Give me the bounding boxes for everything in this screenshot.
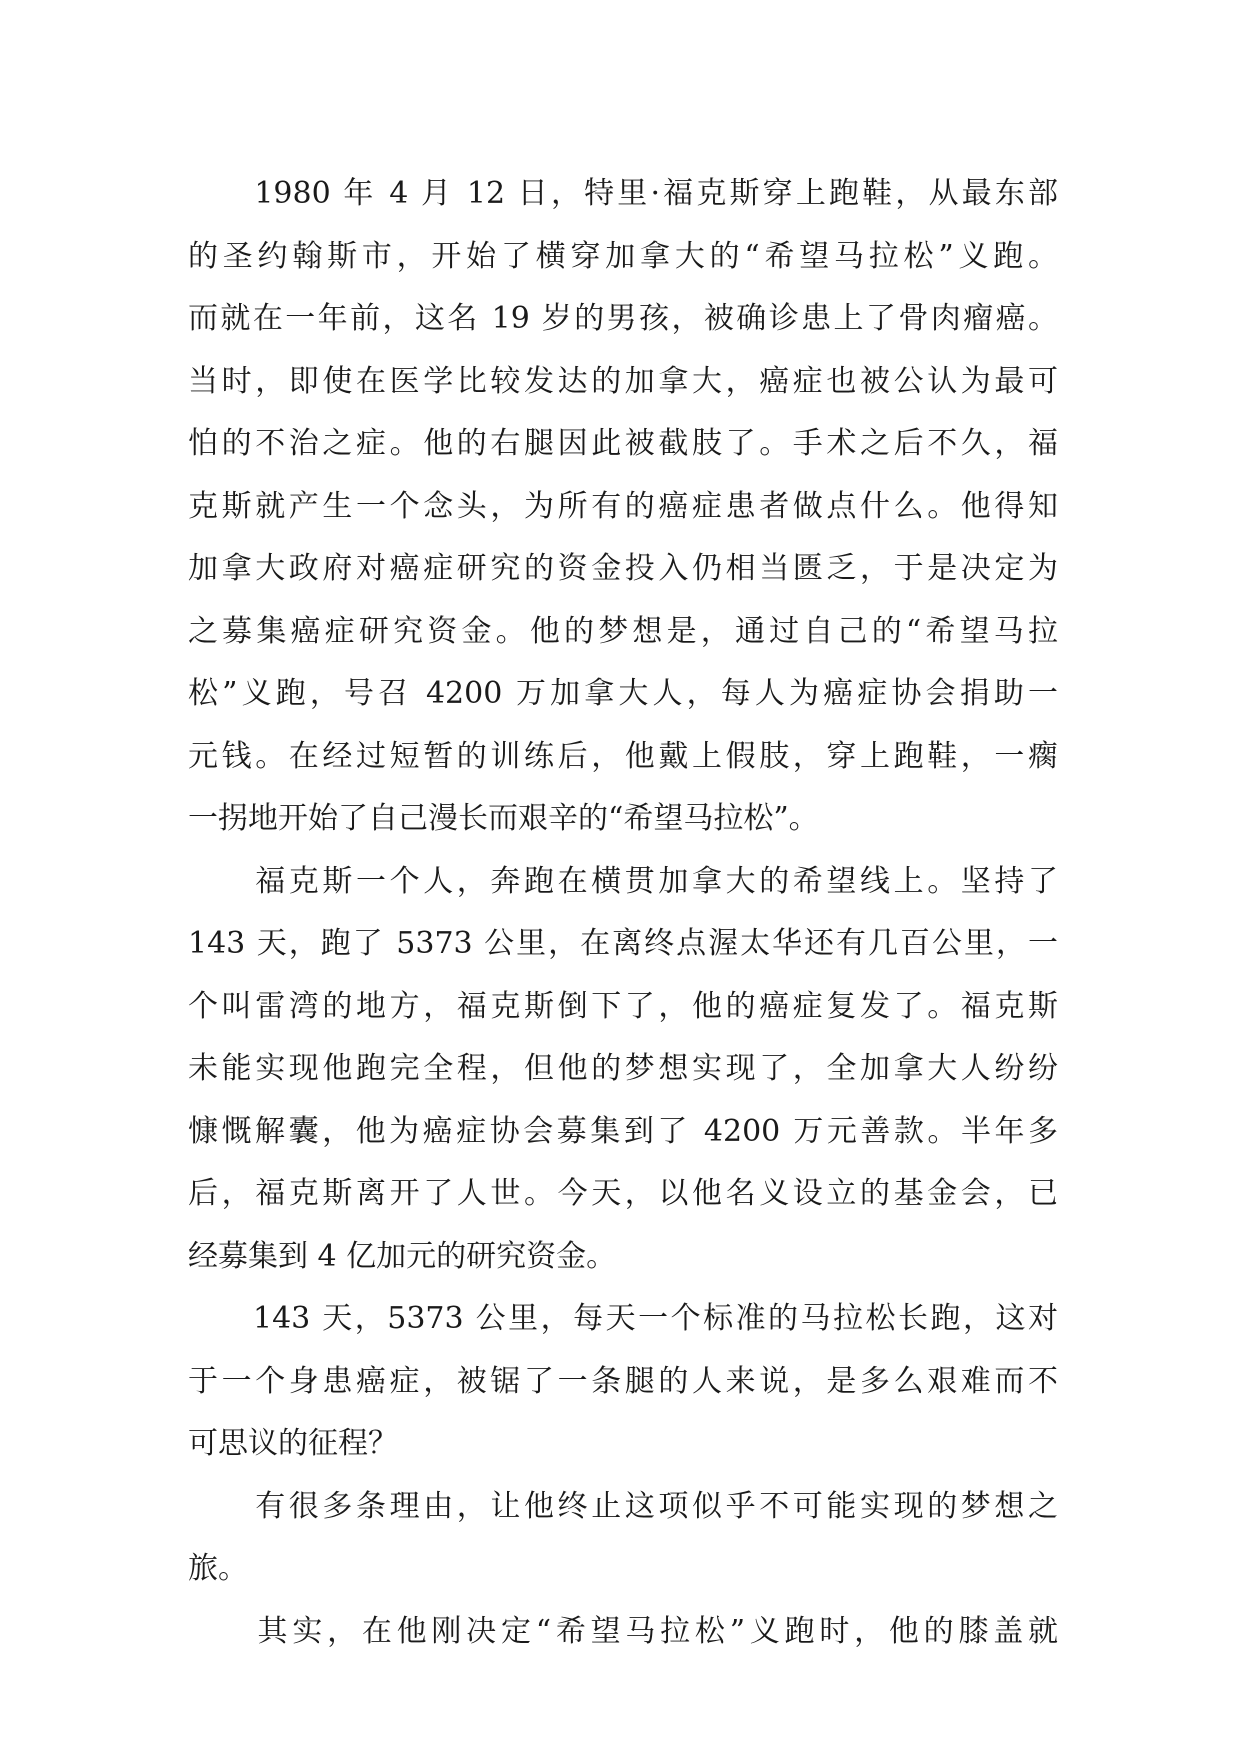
text-line: 怕的不治之症。他的右腿因此被截肢了。手术之后不久，福 bbox=[188, 426, 1058, 461]
text-line: 143 天，跑了 5373 公里，在离终点渥太华还有几百公里，一 bbox=[188, 926, 1058, 961]
text-line: 有很多条理由，让他终止这项似乎不可能实现的梦想之 bbox=[188, 1488, 1058, 1524]
text-line: 福克斯一个人，奔跑在横贯加拿大的希望线上。坚持了 bbox=[188, 863, 1058, 899]
text-line: 一拐地开始了自己漫长而艰辛的“希望马拉松”。 bbox=[188, 801, 819, 836]
text-line: 元钱。在经过短暂的训练后，他戴上假肢，穿上跑鞋，一瘸 bbox=[188, 738, 1058, 774]
text-line: 其实，在他刚决定“希望马拉松”义跑时，他的膝盖就 bbox=[188, 1613, 1058, 1649]
text-line: 可思议的征程？ bbox=[188, 1426, 398, 1461]
text-line: 经募集到 4 亿加元的研究资金。 bbox=[188, 1238, 617, 1274]
text-line: 个叫雷湾的地方，福克斯倒下了，他的癌症复发了。福克斯 bbox=[188, 988, 1058, 1024]
text-line: 于一个身患癌症，被锯了一条腿的人来说，是多么艰难而不 bbox=[188, 1363, 1058, 1399]
article-body bbox=[188, 163, 1058, 1663]
text-line: 旅。 bbox=[188, 1551, 248, 1586]
text-line: 143 天，5373 公里，每天一个标准的马拉松长跑，这对 bbox=[188, 1301, 1058, 1336]
text-line: 加拿大政府对癌症研究的资金投入仍相当匮乏，于是决定为 bbox=[188, 551, 1058, 586]
text-line: 未能实现他跑完全程，但他的梦想实现了，全加拿大人纷纷 bbox=[188, 1051, 1058, 1086]
text-line: 当时，即使在医学比较发达的加拿大，癌症也被公认为最可 bbox=[188, 363, 1058, 399]
text-line: 松”义跑，号召 4200 万加拿大人，每人为癌症协会捐助一 bbox=[188, 676, 1058, 711]
text-line: 1980 年 4 月 12 日，特里·福克斯穿上跑鞋，从最东部 bbox=[188, 176, 1058, 211]
text-line: 的圣约翰斯市，开始了横穿加拿大的“希望马拉松”义跑。 bbox=[188, 238, 1058, 274]
text-line: 而就在一年前，这名 19 岁的男孩，被确诊患上了骨肉瘤癌。 bbox=[188, 301, 1058, 336]
text-line: 克斯就产生一个念头，为所有的癌症患者做点什么。他得知 bbox=[188, 488, 1058, 524]
text-line: 之募集癌症研究资金。他的梦想是，通过自己的“希望马拉 bbox=[188, 613, 1058, 649]
text-line: 后，福克斯离开了人世。今天，以他名义设立的基金会，已 bbox=[188, 1176, 1058, 1211]
text-line: 慷慨解囊，他为癌症协会募集到了 4200 万元善款。半年多 bbox=[188, 1113, 1058, 1149]
